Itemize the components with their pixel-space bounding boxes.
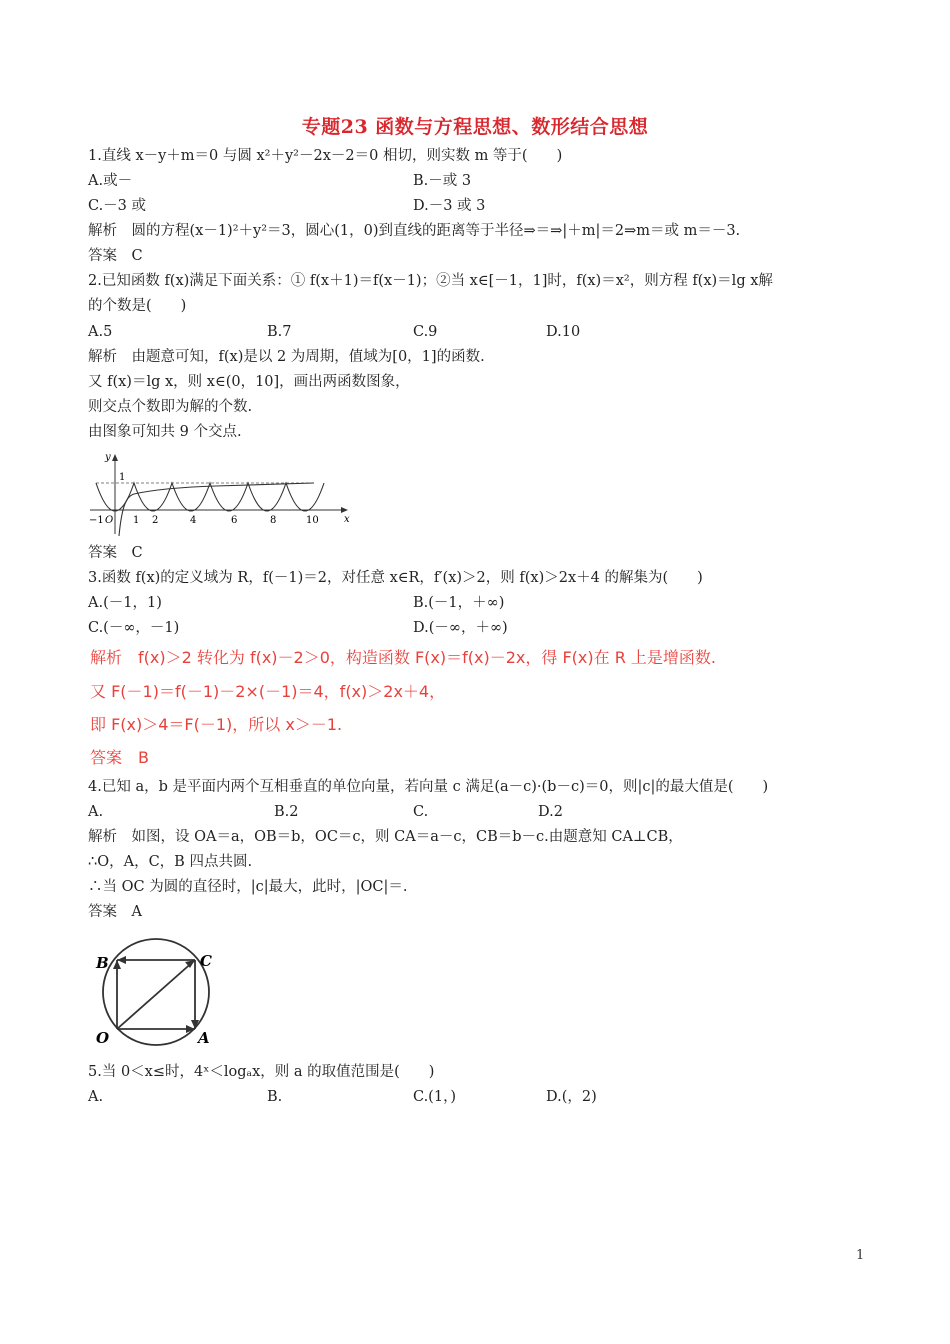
q2-option-b: B.7 (267, 324, 292, 340)
q1-answer: 答案 C (88, 248, 143, 264)
graph-tick-6: 6 (231, 515, 238, 526)
q3-answer: 答案 B (90, 748, 149, 767)
q4-stem: 4.已知 a，b 是平面内两个互相垂直的单位向量，若向量 c 满足(a－c)·(b－c)＝0，则|c|的最大值是( ) (88, 779, 769, 795)
q3-option-c: C.(－∞，－1) (88, 620, 180, 636)
point-o-label: O (96, 1029, 110, 1047)
q2-analysis-1: 解析 由题意可知，f(x)是以 2 为周期，值域为[0，1]的函数. (88, 349, 485, 365)
q2-analysis-4: 由图象可知共 9 个交点. (88, 424, 242, 440)
q2-answer: 答案 C (88, 545, 143, 561)
circle-vector-diagram (86, 937, 226, 1049)
q3-analysis-1: 解析 f(x)＞2 转化为 f(x)－2＞0，构造函数 F(x)＝f(x)－2x，得 F(x)在 R 上是增函数. (90, 648, 716, 667)
point-c-label: C (200, 952, 212, 970)
q2-stem-line2: 的个数是( ) (88, 298, 187, 314)
q1-option-c: C.－3 或 (88, 198, 147, 214)
q2-option-d: D.10 (546, 324, 581, 340)
page-number: 1 (856, 1248, 865, 1263)
graph-tick-neg1: −1 (89, 515, 104, 526)
q3-analysis-2: 又 F(－1)＝f(－1)－2×(－1)＝4，f(x)＞2x＋4， (90, 682, 446, 701)
q4-analysis-2: ∴O，A，C，B 四点共圆. (88, 854, 253, 870)
graph-y-label: y (105, 452, 111, 463)
q2-analysis-3: 则交点个数即为解的个数. (88, 399, 253, 415)
q5-option-c: C.(1，) (413, 1089, 456, 1105)
q4-option-c: C. (413, 804, 429, 820)
q1-option-b: B.－或 3 (413, 173, 472, 189)
function-graph (86, 446, 356, 538)
q3-option-b: B.(－1，＋∞) (413, 595, 505, 611)
q5-option-d: D.(，2) (546, 1089, 597, 1105)
q3-stem: 3.函数 f(x)的定义域为 R，f(－1)＝2，对任意 x∈R，f′(x)＞2，则 f(x)＞2x＋4 的解集为( ) (88, 570, 703, 586)
q3-option-a: A.(－1，1) (88, 595, 162, 611)
q2-option-c: C.9 (413, 324, 438, 340)
q2-option-a: A.5 (88, 324, 113, 340)
graph-tick-10: 10 (306, 515, 319, 526)
q3-analysis-3: 即 F(x)＞4＝F(－1)，所以 x＞－1. (90, 715, 343, 734)
q5-option-b: B. (267, 1089, 283, 1105)
graph-tick-1: 1 (133, 515, 140, 526)
graph-tick-2: 2 (152, 515, 159, 526)
graph-origin-label: O (105, 515, 114, 526)
q2-stem-line1: 2.已知函数 f(x)满足下面关系：① f(x＋1)＝f(x－1)；②当 x∈[－1，1]时，f(x)＝x²，则方程 f(x)＝lg x解 (88, 273, 773, 289)
q4-analysis-1: 解析 如图，设 OA＝a，OB＝b，OC＝c，则 CA＝a－c，CB＝b－c.由题意知 CA⊥CB， (88, 829, 683, 845)
q4-option-b: B.2 (274, 804, 299, 820)
q1-option-a: A.或－ (88, 173, 133, 189)
graph-x-label: x (344, 514, 350, 525)
q1-option-d: D.－3 或 3 (413, 198, 486, 214)
q4-option-d: D.2 (538, 804, 563, 820)
q1-stem: 1.直线 x－y＋m＝0 与圆 x²＋y²－2x－2＝0 相切，则实数 m 等于( ) (88, 148, 563, 164)
q2-analysis-2: 又 f(x)＝lg x，则 x∈(0，10]，画出两函数图象， (88, 374, 410, 390)
q3-option-d: D.(－∞，＋∞) (413, 620, 508, 636)
graph-one-label: 1 (119, 472, 126, 483)
q1-analysis: 解析 圆的方程(x－1)²＋y²＝3，圆心(1，0)到直线的距离等于半径⇒＝⇒|＋m|＝2⇒m＝或 m＝－3. (88, 223, 741, 239)
q4-answer: 答案 A (88, 904, 142, 920)
point-a-label: A (198, 1029, 210, 1047)
q5-option-a: A. (88, 1089, 104, 1105)
page-title: 专题23 函数与方程思想、数形结合思想 (301, 116, 649, 138)
q4-analysis-3: ∴当 OC 为圆的直径时，|c|最大，此时，|OC|＝. (88, 879, 408, 895)
graph-tick-8: 8 (270, 515, 277, 526)
graph-tick-4: 4 (190, 515, 197, 526)
q5-stem: 5.当 0＜x≤时，4ˣ＜logₐx，则 a 的取值范围是( ) (88, 1064, 435, 1080)
point-b-label: B (96, 954, 109, 972)
q4-option-a: A. (88, 804, 104, 820)
